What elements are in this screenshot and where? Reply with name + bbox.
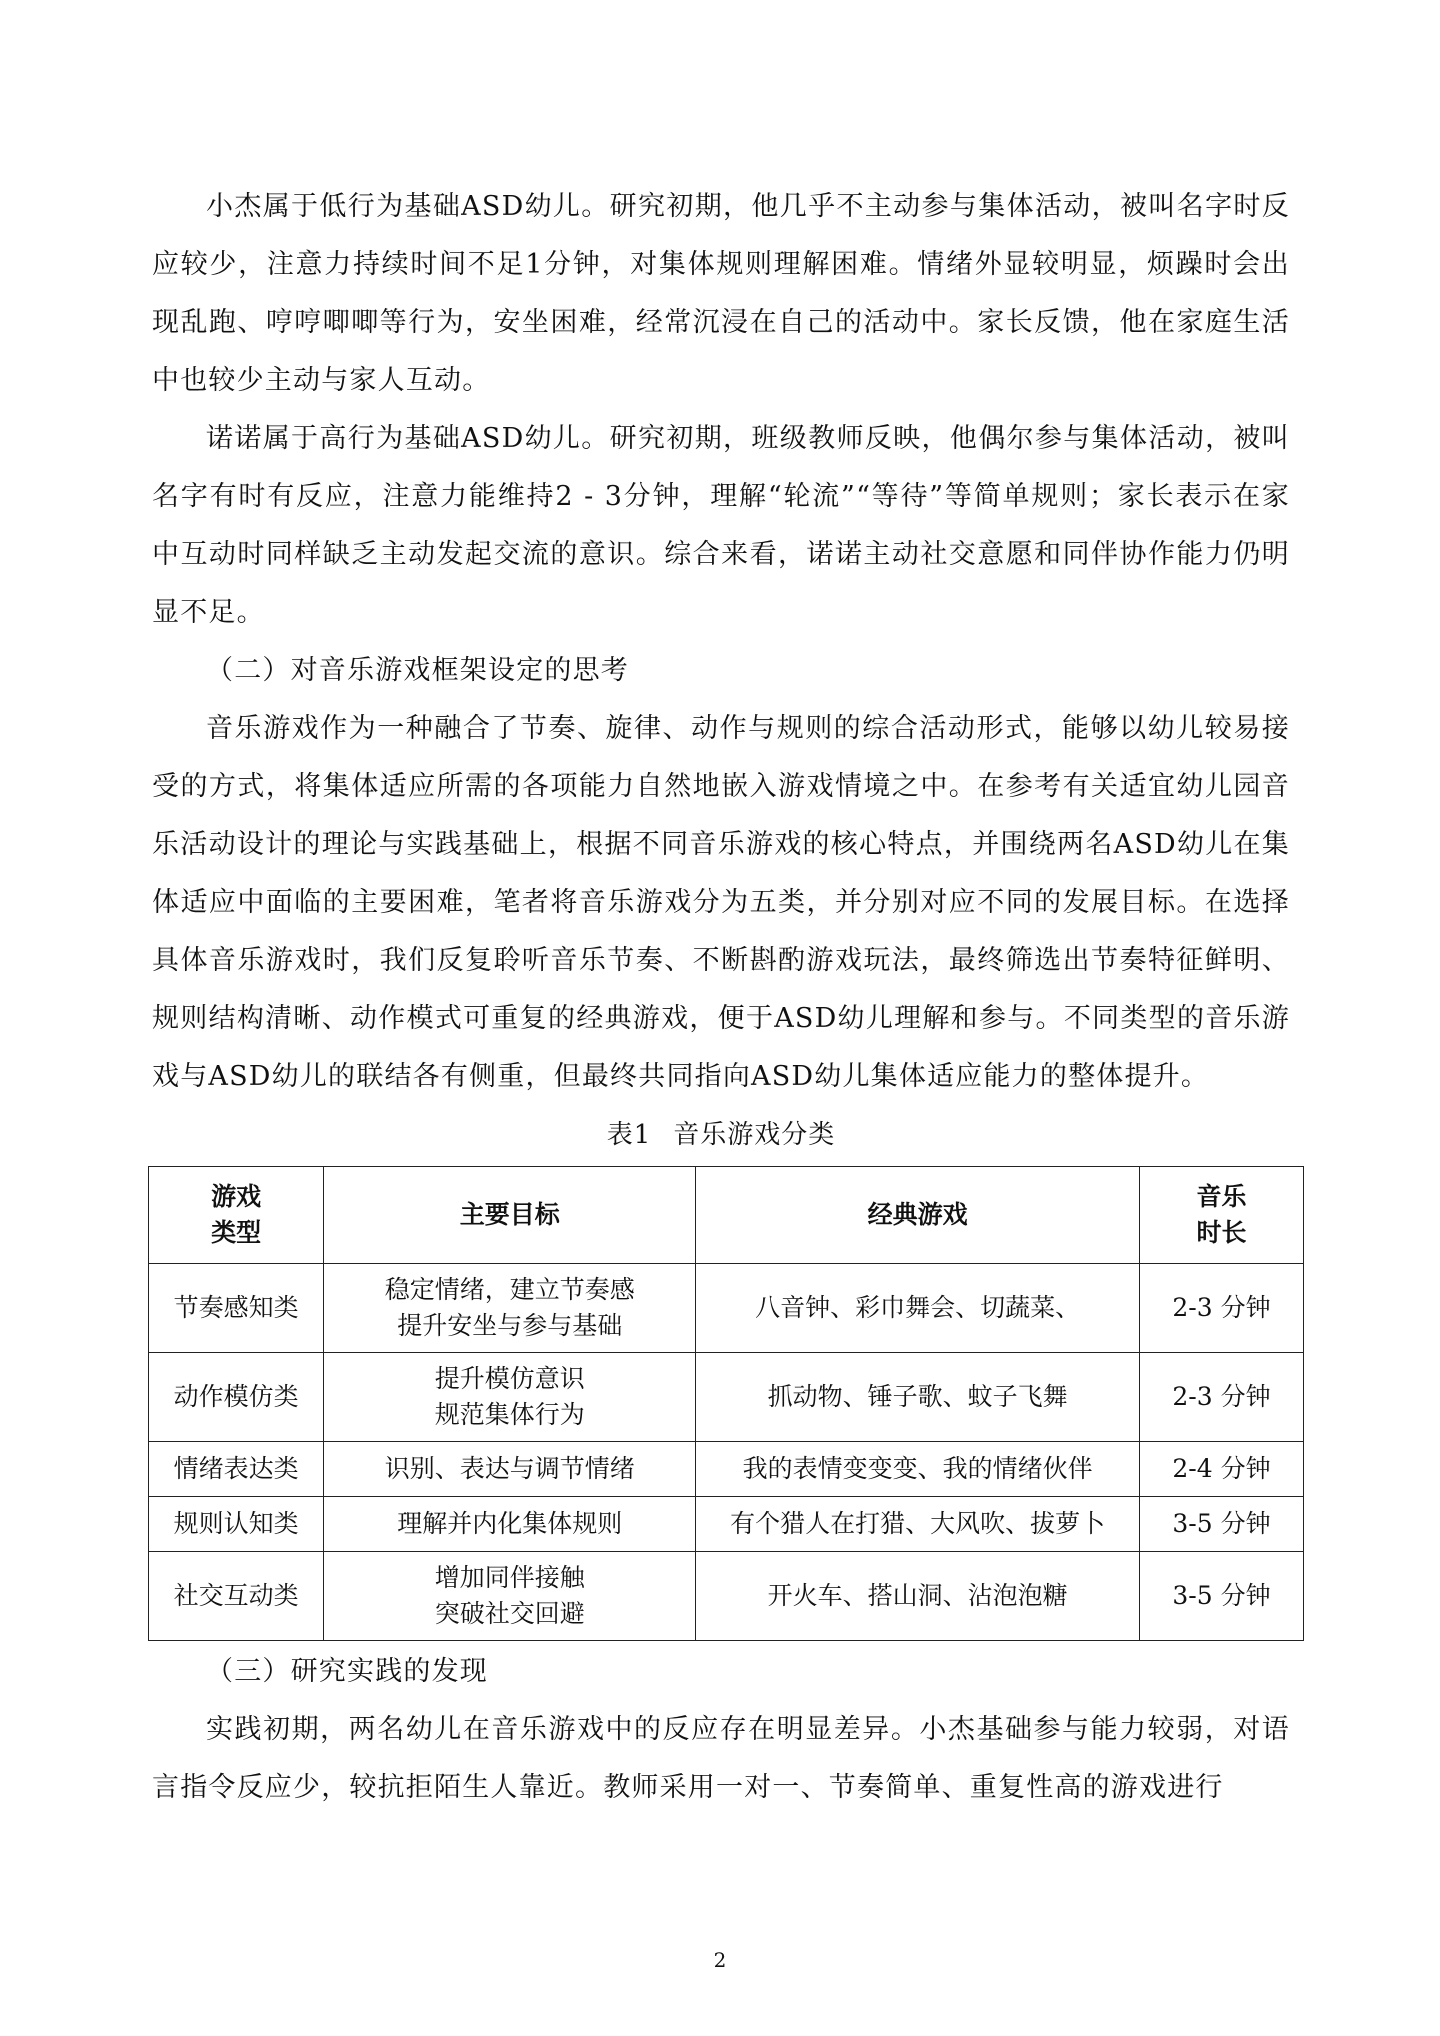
- table-row: [149, 1353, 1304, 1442]
- paragraph-nuonuo: 诺诺属于高行为基础ASD幼儿。研究初期，班级教师反映，他偶尔参与集体活动，被叫名字有时有反应，注意力能维持2 - 3分钟，理解“轮流”“等待”等简单规则；家长表示在家中互动时同样缺乏主动发起交流的意识。综合来看，诺诺主动社交意愿和同伴协作能力仍明显不足。: [152, 423, 1290, 628]
- cell-goal: 稳定情绪，建立节奏感 提升安坐与参与基础: [324, 1264, 696, 1353]
- cell-duration: 3-5 分钟: [1139, 1497, 1303, 1552]
- section-heading-2: （二）对音乐游戏框架设定的思考: [206, 655, 629, 686]
- table-row: [149, 1442, 1304, 1497]
- cell-goal: 理解并内化集体规则: [324, 1497, 696, 1552]
- cell-goal: 提升模仿意识 规范集体行为: [324, 1353, 696, 1442]
- cell-duration: 2-3 分钟: [1139, 1264, 1303, 1353]
- section-heading-3: （三）研究实践的发现: [206, 1656, 488, 1687]
- header-classic-games: 经典游戏: [696, 1167, 1140, 1264]
- cell-games: 有个猎人在打猎、大风吹、拔萝卜: [696, 1497, 1140, 1552]
- music-game-table: [148, 1166, 1304, 1641]
- cell-type: 节奏感知类: [149, 1264, 324, 1353]
- cell-type: 社交互动类: [149, 1552, 324, 1641]
- paragraph-xiaojie: 小杰属于低行为基础ASD幼儿。研究初期，他几乎不主动参与集体活动，被叫名字时反应较少，注意力持续时间不足1分钟，对集体规则理解困难。情绪外显较明显，烦躁时会出现乱跑、哼哼唧唧等行为，安坐困难，经常沉浸在自己的活动中。家长反馈，他在家庭生活中也较少主动与家人互动。: [152, 191, 1290, 396]
- table-row: [149, 1264, 1304, 1353]
- table-caption-title: 音乐游戏分类: [673, 1120, 836, 1150]
- cell-duration: 2-4 分钟: [1139, 1442, 1303, 1497]
- cell-games: 开火车、搭山洞、沾泡泡糖: [696, 1552, 1140, 1641]
- table-row: [149, 1497, 1304, 1552]
- table-row: [149, 1552, 1304, 1641]
- table-caption: [152, 1106, 1290, 1164]
- cell-goal: 增加同伴接触 突破社交回避: [324, 1552, 696, 1641]
- cell-duration: 2-3 分钟: [1139, 1353, 1303, 1442]
- header-music-duration: 音乐 时长: [1139, 1167, 1303, 1264]
- page-number: 2: [713, 1948, 727, 1972]
- header-main-goal: 主要目标: [324, 1167, 696, 1264]
- cell-games: 八音钟、彩巾舞会、切蔬菜、: [696, 1264, 1140, 1353]
- table-header-row: [149, 1167, 1304, 1264]
- paragraph-practice-findings: 实践初期，两名幼儿在音乐游戏中的反应存在明显差异。小杰基础参与能力较弱，对语言指令反应少，较抗拒陌生人靠近。教师采用一对一、节奏简单、重复性高的游戏进行: [152, 1714, 1290, 1803]
- paragraph-music-game-framework: 音乐游戏作为一种融合了节奏、旋律、动作与规则的综合活动形式，能够以幼儿较易接受的方式，将集体适应所需的各项能力自然地嵌入游戏情境之中。在参考有关适宜幼儿园音乐活动设计的理论与实践基础上，根据不同音乐游戏的核心特点，并围绕两名ASD幼儿在集体适应中面临的主要困难，笔者将音乐游戏分为五类，并分别对应不同的发展目标。在选择具体音乐游戏时，我们反复聆听音乐节奏、不断斟酌游戏玩法，最终筛选出节奏特征鲜明、规则结构清晰、动作模式可重复的经典游戏，便于ASD幼儿理解和参与。不同类型的音乐游戏与ASD幼儿的联结各有侧重，但最终共同指向ASD幼儿集体适应能力的整体提升。: [152, 713, 1290, 1092]
- table-caption-number: 表1: [606, 1120, 652, 1150]
- cell-type: 情绪表达类: [149, 1442, 324, 1497]
- header-game-type: 游戏 类型: [149, 1167, 324, 1264]
- page-content: [152, 178, 1290, 1817]
- cell-type: 动作模仿类: [149, 1353, 324, 1442]
- cell-games: 我的表情变变变、我的情绪伙伴: [696, 1442, 1140, 1497]
- cell-type: 规则认知类: [149, 1497, 324, 1552]
- cell-games: 抓动物、锤子歌、蚊子飞舞: [696, 1353, 1140, 1442]
- cell-goal: 识别、表达与调节情绪: [324, 1442, 696, 1497]
- cell-duration: 3-5 分钟: [1139, 1552, 1303, 1641]
